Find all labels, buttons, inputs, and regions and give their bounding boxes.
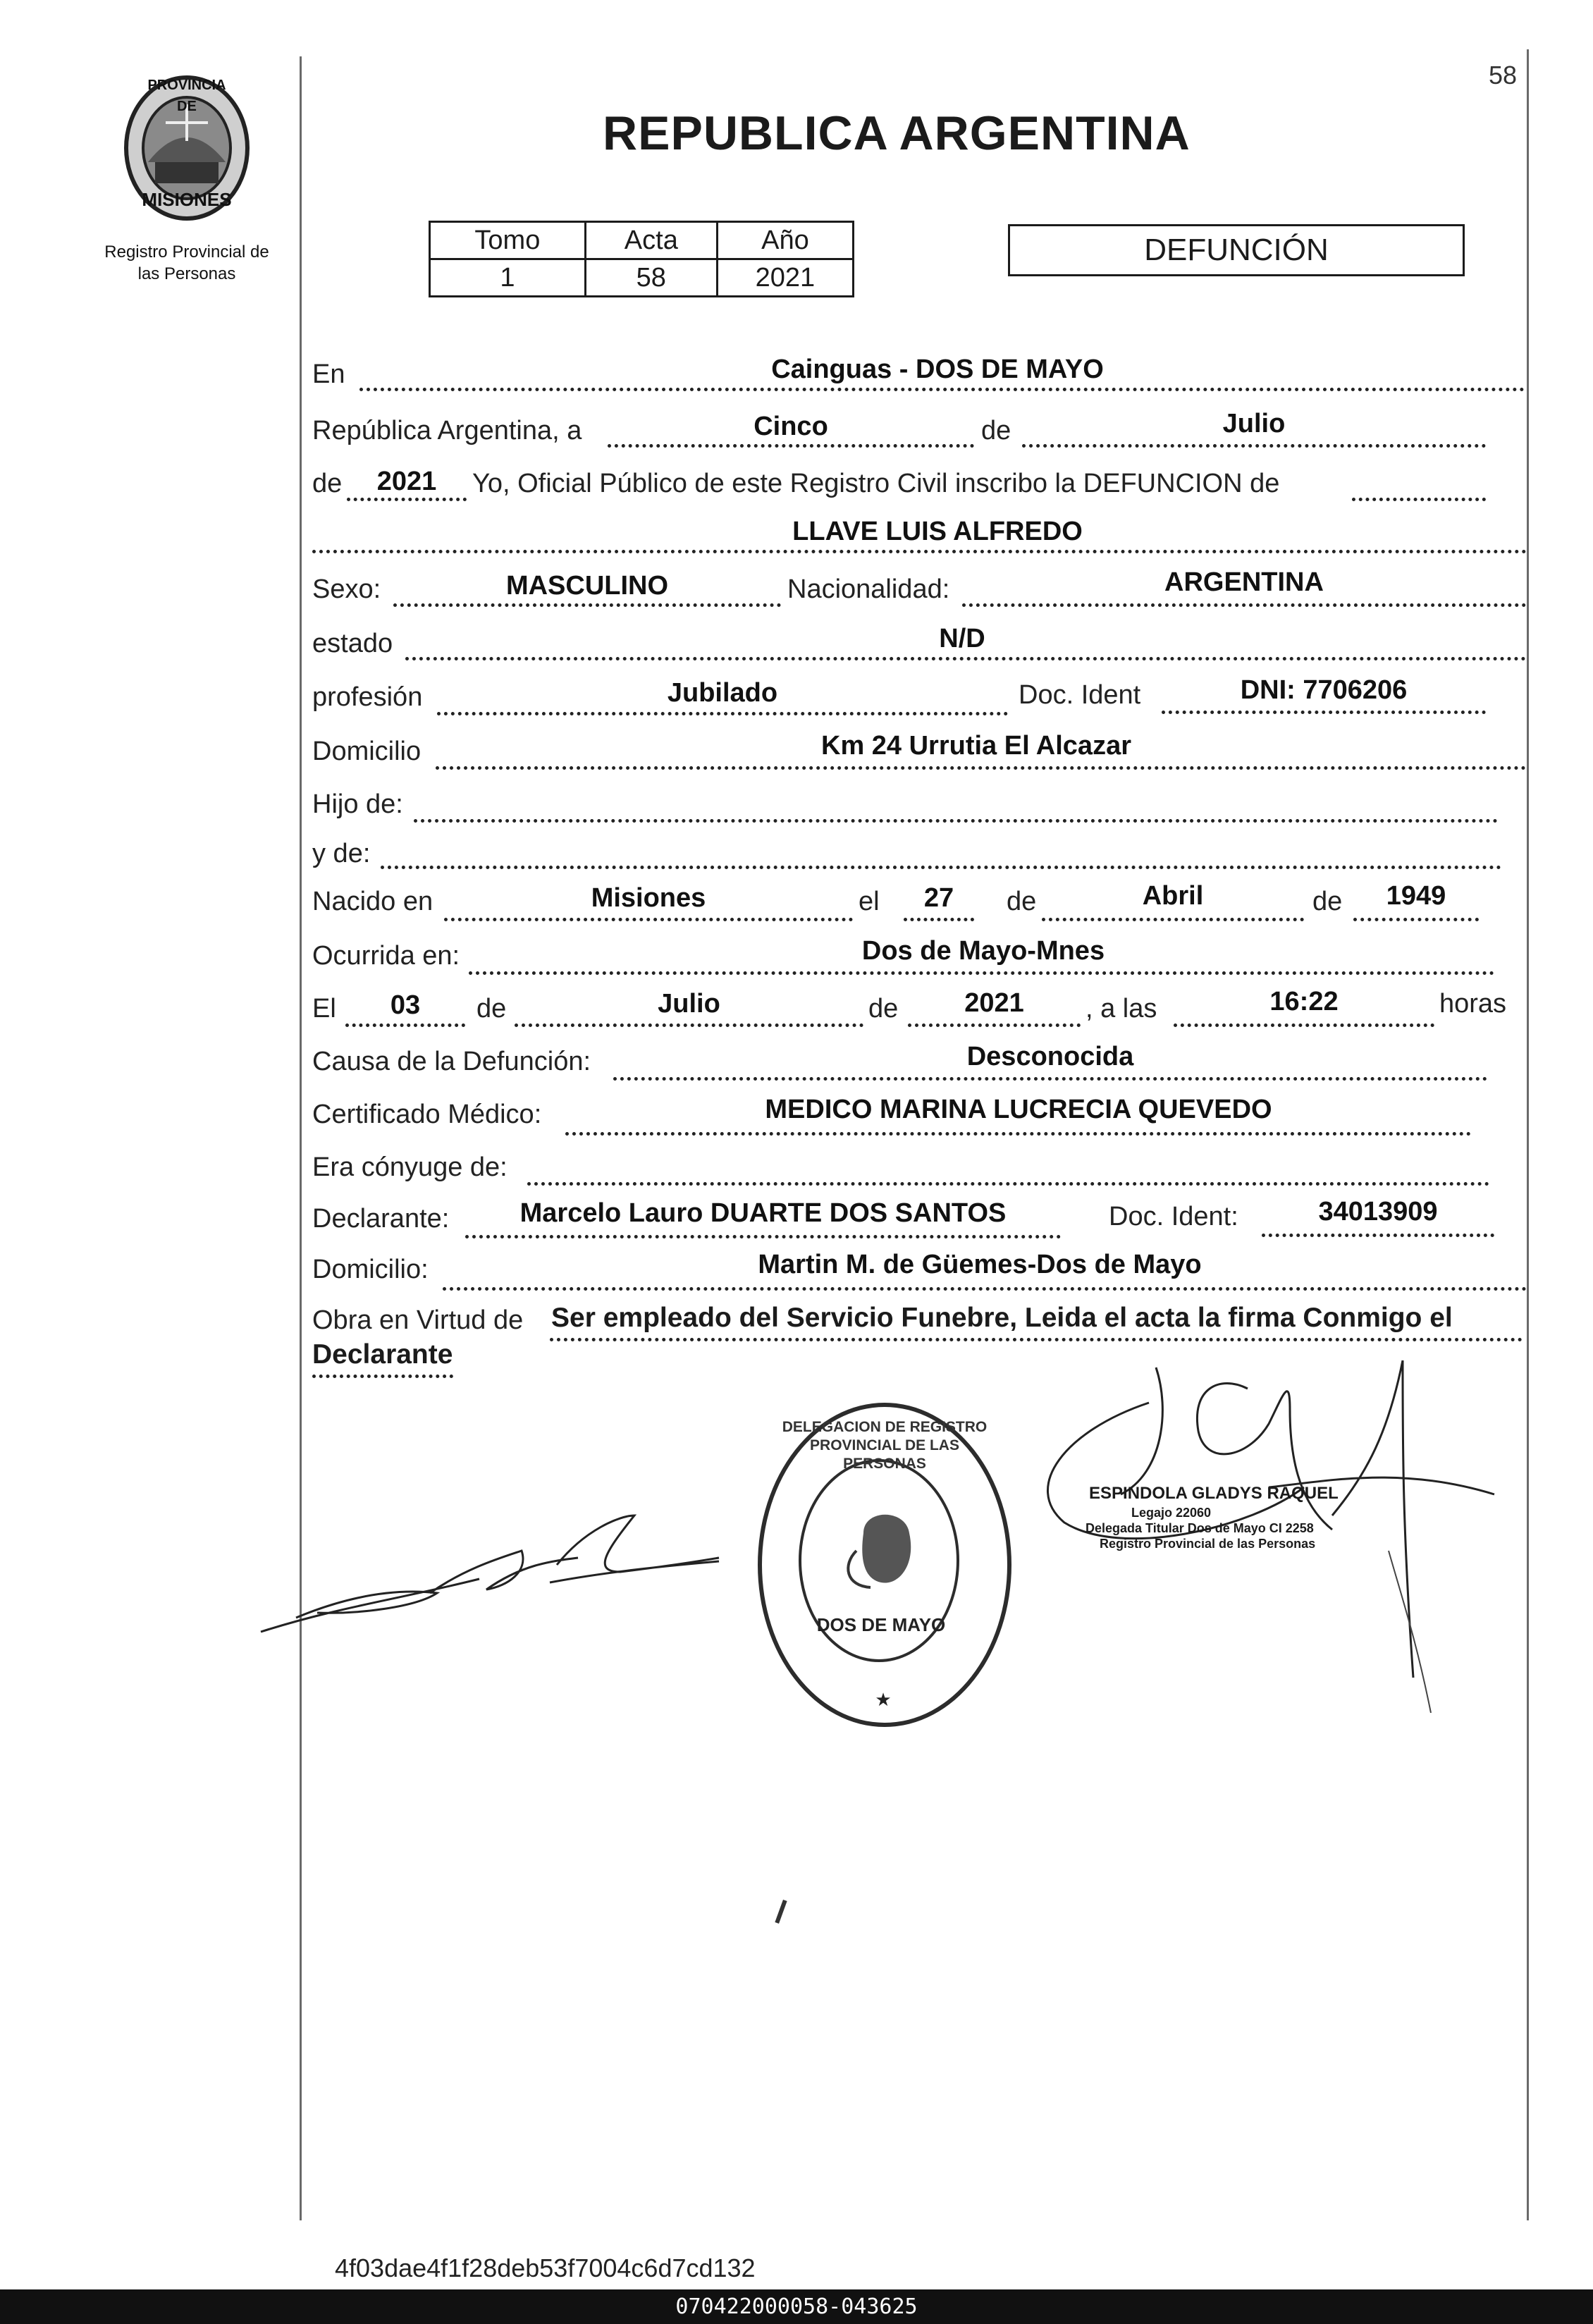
field-fallec-dia: 03 xyxy=(390,990,421,1020)
label-republica: República Argentina, a xyxy=(312,416,582,445)
field-line xyxy=(405,657,1526,660)
declarant-signature-icon xyxy=(254,1501,733,1642)
field-dia-texto: Cinco xyxy=(754,412,828,441)
record-type: DEFUNCIÓN xyxy=(1144,233,1329,267)
field-domicilio: Km 24 Urrutia El Alcazar xyxy=(821,731,1131,761)
field-nacido-mes: Abril xyxy=(1142,881,1204,911)
label-de: de xyxy=(1007,887,1037,916)
field-line xyxy=(608,444,974,448)
field-line xyxy=(414,819,1498,823)
field-line xyxy=(465,1235,1061,1238)
field-line xyxy=(436,766,1526,770)
field-line xyxy=(1352,498,1486,501)
label-sexo: Sexo: xyxy=(312,574,381,604)
field-declarante-doc: 34013909 xyxy=(1318,1197,1438,1226)
field-nacionalidad: ARGENTINA xyxy=(1164,567,1324,597)
label-conyuge: Era cónyuge de: xyxy=(312,1152,508,1182)
field-line xyxy=(1174,1023,1434,1027)
field-mes: Julio xyxy=(1222,409,1286,438)
field-line xyxy=(908,1023,1081,1027)
label-el-cap: El xyxy=(312,994,336,1023)
svg-text:★: ★ xyxy=(875,1689,892,1710)
label-de: de xyxy=(1312,887,1343,916)
field-line xyxy=(347,498,467,501)
field-line xyxy=(393,603,781,607)
field-line xyxy=(1262,1234,1494,1237)
field-nombre: LLAVE LUIS ALFREDO xyxy=(792,517,1083,546)
field-causa: Desconocida xyxy=(966,1042,1134,1071)
document-hash: 4f03dae4f1f28deb53f7004c6d7cd132 xyxy=(335,2254,756,2282)
field-fallec-hora: 16:22 xyxy=(1269,987,1339,1016)
declarant-signature xyxy=(254,1501,733,1642)
registry-name-line2: las Personas xyxy=(137,264,236,283)
field-line xyxy=(469,971,1494,975)
label-obra: Obra en Virtud de xyxy=(312,1305,524,1335)
field-declarante-domicilio: Martin M. de Güemes-Dos de Mayo xyxy=(758,1250,1202,1279)
registry-name-line1: Registro Provincial de xyxy=(104,242,269,262)
label-causa: Causa de la Defunción: xyxy=(312,1047,591,1076)
field-line xyxy=(345,1023,465,1027)
label-de: de xyxy=(868,994,899,1023)
field-line xyxy=(904,918,974,921)
field-line xyxy=(565,1132,1471,1136)
label-en: En xyxy=(312,359,345,389)
label-a-las: , a las xyxy=(1085,994,1157,1023)
field-line xyxy=(312,550,1527,553)
field-nacido-dia: 27 xyxy=(923,883,954,913)
right-margin-line xyxy=(1527,49,1529,2220)
label-el: el xyxy=(859,887,880,916)
page-number: 58 xyxy=(1489,61,1518,90)
field-estado: N/D xyxy=(939,624,985,653)
field-line xyxy=(443,1287,1527,1291)
field-line xyxy=(1042,918,1304,921)
record-table-header-row xyxy=(430,222,854,259)
label-doc-ident-colon: Doc. Ident: xyxy=(1109,1202,1238,1231)
field-nacido-anio: 1949 xyxy=(1386,881,1446,911)
stamp-center-text: DOS DE MAYO xyxy=(816,1614,946,1635)
label-nacionalidad: Nacionalidad: xyxy=(787,574,950,604)
label-declarante: Declarante: xyxy=(312,1204,450,1234)
record-table-cell: 2021 xyxy=(717,259,853,297)
field-line xyxy=(381,866,1501,869)
province-seal xyxy=(116,70,257,226)
field-nacido-en: Misiones xyxy=(591,883,706,913)
label-inscribo: Yo, Oficial Público de este Registro Civil inscribo la DEFUNCION de xyxy=(472,469,1280,498)
official-cargo: Delegada Titular Dos de Mayo CI 2258 xyxy=(1085,1521,1314,1535)
label-doc-ident: Doc. Ident xyxy=(1019,680,1141,710)
label-de: de xyxy=(312,469,343,498)
stamp-ring-text: DELEGACION DE REGISTRO PROVINCIAL DE LAS PERSONAS xyxy=(782,1419,988,1472)
label-estado: estado xyxy=(312,629,393,658)
field-line xyxy=(1022,444,1486,448)
field-line xyxy=(444,918,853,921)
field-profesion: Jubilado xyxy=(667,678,778,708)
record-table-cell: 1 xyxy=(430,259,586,297)
field-anio: 2021 xyxy=(376,467,437,496)
record-type-box xyxy=(1008,224,1465,276)
label-domicilio: Domicilio xyxy=(312,737,422,766)
field-line xyxy=(437,712,1008,715)
field-documento: DNI: 7706206 xyxy=(1240,675,1408,705)
field-sexo: MASCULINO xyxy=(505,571,669,601)
label-de: de xyxy=(476,994,507,1023)
field-line xyxy=(312,1375,453,1378)
delegation-stamp xyxy=(758,1403,1011,1727)
label-nacido-en: Nacido en xyxy=(312,887,433,916)
record-table-header: Tomo xyxy=(430,222,586,259)
stray-mark xyxy=(775,1900,787,1924)
record-table-cell: 58 xyxy=(585,259,717,297)
field-lugar: Cainguas - DOS DE MAYO xyxy=(771,355,1104,384)
left-margin-line xyxy=(300,56,302,2220)
seal-top-text: PROVINCIA DE xyxy=(147,78,226,114)
field-line xyxy=(527,1182,1489,1186)
label-hijo-de: Hijo de: xyxy=(312,789,403,819)
field-line xyxy=(613,1077,1487,1081)
label-horas: horas xyxy=(1439,989,1507,1019)
official-registro: Registro Provincial de las Personas xyxy=(1100,1537,1316,1551)
record-table xyxy=(429,221,854,297)
field-ocurrida-en: Dos de Mayo-Mnes xyxy=(861,936,1105,966)
field-line xyxy=(1353,918,1479,921)
label-certificado: Certificado Médico: xyxy=(312,1100,542,1129)
record-table-header: Año xyxy=(717,222,853,259)
field-fallec-anio: 2021 xyxy=(964,988,1024,1018)
field-line xyxy=(1162,711,1486,714)
official-name: ESPINDOLA GLADYS RAQUEL xyxy=(1089,1484,1339,1503)
field-line xyxy=(962,603,1526,607)
field-fallec-mes: Julio xyxy=(658,989,720,1019)
record-table-header: Acta xyxy=(585,222,717,259)
field-obra-line1: Ser empleado del Servicio Funebre, Leida el acta la firma Conmigo el xyxy=(551,1303,1453,1333)
label-ocurrida-en: Ocurrida en: xyxy=(312,941,460,971)
field-declarante: Marcelo Lauro DUARTE DOS SANTOS xyxy=(519,1198,1007,1228)
barcode-bar xyxy=(0,2289,1593,2324)
label-profesion: profesión xyxy=(312,682,423,712)
seal-bottom-text: MISIONES xyxy=(142,189,232,210)
official-legajo: Legajo 22060 xyxy=(1131,1506,1212,1520)
official-signature xyxy=(1036,1346,1530,1713)
label-y-de: y de: xyxy=(312,839,371,868)
field-line xyxy=(515,1023,863,1027)
record-table-value-row xyxy=(430,259,854,297)
field-certificado: MEDICO MARINA LUCRECIA QUEVEDO xyxy=(765,1095,1272,1124)
label-de: de xyxy=(981,416,1011,445)
document-title: REPUBLICA ARGENTINA xyxy=(603,106,1191,160)
field-line xyxy=(550,1338,1523,1341)
field-line xyxy=(359,388,1525,391)
barcode-text: 070422000058-043625 xyxy=(675,2294,918,2319)
field-obra-line2: Declarante xyxy=(312,1339,453,1370)
label-domicilio-colon: Domicilio: xyxy=(312,1255,429,1284)
